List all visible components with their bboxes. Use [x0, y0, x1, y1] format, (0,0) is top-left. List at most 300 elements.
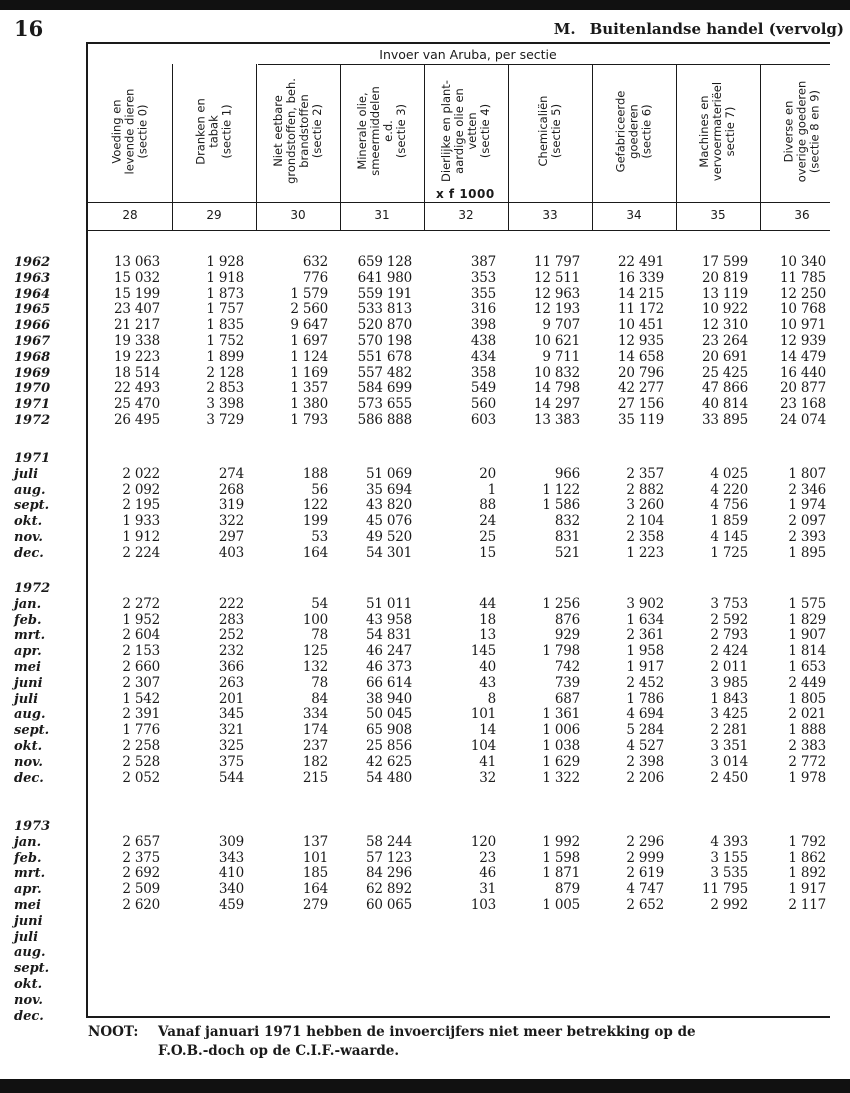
column-header-text: Niet eetbare grondstoffen, beh. brandstoffen (sectie 2) — [271, 78, 325, 184]
table-cell: 1 005 — [542, 897, 580, 913]
table-cell: 120 — [470, 833, 496, 850]
table-cell: 11 797 — [533, 254, 580, 270]
table-cell: 2 882 — [626, 481, 664, 498]
row-label: okt. — [14, 514, 43, 530]
row-label: 1968 — [14, 349, 51, 365]
table-cell: 122 — [302, 497, 328, 514]
row-label: 1964 — [14, 286, 51, 302]
table-cell: 573 655 — [357, 396, 412, 413]
table-cell: 10 340 — [779, 254, 826, 270]
table-cell: 10 971 — [779, 317, 826, 334]
table-cell: 1 792 — [788, 833, 826, 850]
table-cell: 584 699 — [357, 380, 412, 397]
table-cell: 1 634 — [626, 611, 664, 628]
table-cell: 164 — [302, 881, 328, 898]
table-cell: 1 038 — [542, 738, 580, 754]
column-header-text: Chemicaliën (sectie 5) — [536, 95, 563, 167]
table-cell: 21 217 — [113, 317, 160, 334]
table-cell: 687 — [554, 690, 580, 707]
table-cell: 24 — [479, 513, 496, 530]
table-cell: 1 843 — [710, 690, 748, 707]
table-cell: 3 753 — [710, 595, 748, 612]
table-cell: 1 895 — [788, 544, 826, 561]
table-cell: 2 592 — [710, 611, 748, 628]
table-cell: 51 069 — [365, 465, 412, 482]
table-cell: 32 — [479, 769, 496, 786]
table-cell: 25 425 — [701, 364, 748, 381]
table-cell: 2 383 — [788, 738, 826, 754]
table-cell: 2 011 — [710, 659, 748, 675]
table-cell: 776 — [302, 269, 328, 286]
row-label: 1962 — [14, 255, 51, 270]
row-label: juli — [14, 466, 39, 482]
table-cell: 1 917 — [626, 659, 664, 675]
table-cell: 2 357 — [626, 465, 664, 482]
table-cell: 252 — [218, 627, 244, 644]
table-cell: 309 — [218, 833, 244, 850]
table-cell: 132 — [302, 659, 328, 675]
column-number: 35 — [710, 208, 726, 222]
table-cell: 2 195 — [122, 497, 160, 514]
table-cell: 521 — [554, 544, 580, 561]
table-cell: 237 — [302, 738, 328, 754]
table-cell: 1 776 — [122, 722, 160, 739]
table-cell: 3 425 — [710, 706, 748, 723]
group-heading: 1972 — [14, 581, 51, 596]
table-cell: 325 — [218, 738, 244, 754]
table-cell: 2 393 — [788, 529, 826, 545]
table-cell: 51 011 — [365, 595, 412, 612]
table-cell: 10 832 — [533, 364, 580, 381]
section-title: Buitenlandse handel (vervolg) — [589, 20, 844, 38]
table-cell: 2 097 — [788, 513, 826, 530]
table-cell: 41 — [479, 753, 496, 770]
page-number: 16 — [14, 16, 44, 41]
unit-label: x f 1000 — [436, 187, 495, 201]
table-cell: 1 653 — [788, 659, 826, 675]
table-cell: 459 — [218, 897, 244, 913]
table-cell: 2 104 — [626, 513, 664, 530]
table-cell: 1 862 — [788, 849, 826, 866]
table-cell: 13 383 — [533, 412, 580, 428]
table-cell: 44 — [479, 595, 496, 612]
table-cell: 434 — [470, 348, 496, 365]
table-cell: 279 — [302, 897, 328, 913]
table-cell: 1 798 — [542, 643, 580, 660]
row-label: dec. — [14, 545, 44, 561]
table-cell: 832 — [554, 513, 580, 530]
table-cell: 831 — [554, 529, 580, 545]
table-bottom-rule — [86, 1016, 830, 1018]
table-cell: 345 — [218, 706, 244, 723]
table-cell: 1 888 — [788, 722, 826, 739]
column-header — [760, 62, 844, 200]
table-cell: 26 495 — [113, 412, 160, 428]
column-number: 34 — [626, 208, 642, 222]
table-cell: 1 814 — [788, 643, 826, 660]
table-cell: 1 357 — [290, 380, 328, 397]
table-cell: 557 482 — [357, 364, 412, 381]
table-cell: 10 451 — [617, 317, 664, 334]
table-cell: 46 373 — [365, 659, 412, 675]
row-label: mrt. — [14, 866, 46, 882]
table-cell: 659 128 — [357, 254, 412, 270]
row-label: nov. — [14, 530, 43, 545]
row-label: dec. — [14, 770, 44, 786]
table-cell: 1 912 — [122, 529, 160, 545]
table-cell: 1 992 — [542, 833, 580, 850]
table-cell: 321 — [218, 722, 244, 739]
table-cell: 1 807 — [788, 465, 826, 482]
column-header-text: Gefabriceerde goederen (sectie 6) — [613, 90, 654, 172]
row-label: apr. — [14, 882, 42, 898]
row-label: 1969 — [14, 365, 51, 381]
table-cell: 13 — [479, 627, 496, 644]
table-cell: 2 398 — [626, 753, 664, 770]
table-cell: 533 813 — [357, 301, 412, 318]
table-cell: 43 820 — [365, 497, 412, 514]
table-cell: 23 264 — [701, 333, 748, 349]
row-label: apr. — [14, 644, 42, 660]
column-number: 33 — [542, 208, 558, 222]
table-cell: 19 338 — [113, 333, 160, 349]
table-cell: 1 124 — [290, 348, 328, 365]
table-cell: 1 835 — [206, 317, 244, 334]
table-cell: 8 — [487, 690, 496, 707]
table-cell: 1 907 — [788, 627, 826, 644]
table-cell: 1 918 — [206, 269, 244, 286]
table-cell: 65 908 — [365, 722, 412, 739]
table-cell: 2 022 — [122, 465, 160, 482]
column-header — [676, 62, 760, 200]
table-cell: 19 223 — [113, 348, 160, 365]
table-cell: 12 193 — [533, 301, 580, 318]
table-cell: 12 963 — [533, 285, 580, 302]
table-cell: 319 — [218, 497, 244, 514]
table-cell: 84 296 — [365, 865, 412, 882]
table-cell: 101 — [470, 706, 496, 723]
row-label: juni — [14, 675, 43, 691]
column-header-text: Diverse en overige goederen (sectie 8 en 9) — [781, 80, 822, 182]
table-cell: 57 123 — [365, 849, 412, 866]
table-cell: 1 958 — [626, 643, 664, 660]
table-cell: 14 479 — [779, 348, 826, 365]
table-cell: 1 829 — [788, 611, 826, 628]
row-label: sept. — [14, 498, 50, 514]
table-cell: 322 — [218, 513, 244, 530]
table-cell: 2 509 — [122, 881, 160, 898]
group-heading: 1973 — [14, 819, 51, 834]
table-cell: 1 793 — [290, 412, 328, 428]
colnum-rule — [86, 230, 830, 231]
footnote — [88, 1023, 696, 1061]
table-cell: 43 958 — [365, 611, 412, 628]
column-header-text: Dranken en tabak (sectie 1) — [193, 97, 234, 165]
row-label: sept. — [14, 723, 50, 739]
table-cell: 125 — [302, 643, 328, 660]
table-cell: 4 145 — [710, 529, 748, 545]
table-cell: 23 — [479, 849, 496, 866]
table-cell: 54 831 — [365, 627, 412, 644]
table-cell: 103 — [470, 897, 496, 913]
table-cell: 268 — [218, 481, 244, 498]
table-cell: 1 725 — [710, 544, 748, 561]
column-header-text: Machines en vervoermateriëel sectie 7) — [697, 81, 738, 181]
table-cell: 9 711 — [542, 348, 580, 365]
row-label: nov. — [14, 754, 43, 770]
table-cell: 12 310 — [701, 317, 748, 334]
table-cell: 4 220 — [710, 481, 748, 498]
table-cell: 54 480 — [365, 769, 412, 786]
table-cell: 62 892 — [365, 881, 412, 898]
table-cell: 297 — [218, 529, 244, 545]
table-cell: 1 757 — [206, 301, 244, 318]
table-cell: 1 933 — [122, 513, 160, 530]
table-cell: 1 859 — [710, 513, 748, 530]
table-caption: Invoer van Aruba, per sectie — [379, 47, 557, 62]
row-label: jan. — [14, 834, 42, 850]
table-cell: 739 — [554, 674, 580, 691]
table-cell: 340 — [218, 881, 244, 898]
table-cell: 559 191 — [357, 285, 412, 302]
group-heading: 1971 — [14, 451, 51, 466]
table-cell: 17 599 — [701, 254, 748, 270]
table-cell: 15 — [479, 544, 496, 561]
row-label: feb. — [14, 850, 42, 866]
scan-edge-bottom — [0, 1079, 850, 1093]
row-label: juni — [14, 913, 43, 929]
table-cell: 2 424 — [710, 643, 748, 660]
table-cell: 11 785 — [779, 269, 826, 286]
table-cell: 27 156 — [617, 396, 664, 413]
row-label: 1966 — [14, 318, 51, 334]
table-cell: 1 586 — [542, 497, 580, 514]
table-cell: 1 223 — [626, 544, 664, 561]
table-cell: 4 393 — [710, 833, 748, 850]
column-header — [508, 62, 592, 200]
table-cell: 1 871 — [542, 865, 580, 882]
table-cell: 11 795 — [701, 881, 748, 898]
table-cell: 3 398 — [206, 396, 244, 413]
row-label: aug. — [14, 945, 46, 961]
row-label: aug. — [14, 707, 46, 723]
table-cell: 274 — [218, 465, 244, 482]
footnote-line-1: Vanaf januari 1971 hebben de invoercijfers niet meer betrekking op de — [158, 1024, 696, 1040]
row-label: nov. — [14, 992, 43, 1008]
table-top-rule — [86, 42, 830, 44]
table-cell: 1 579 — [290, 285, 328, 302]
table-cell: 164 — [302, 544, 328, 561]
table-cell: 966 — [554, 465, 580, 482]
table-cell: 56 — [311, 481, 328, 498]
table-cell: 263 — [218, 674, 244, 691]
footnote-label: NOOT: — [88, 1024, 139, 1040]
table-cell: 3 014 — [710, 753, 748, 770]
table-cell: 23 168 — [779, 396, 826, 413]
table-cell: 2 117 — [788, 897, 826, 913]
table-cell: 9 647 — [290, 317, 328, 334]
table-cell: 2 657 — [122, 833, 160, 850]
row-label: okt. — [14, 739, 43, 754]
table-cell: 1 169 — [290, 364, 328, 381]
table-cell: 14 297 — [533, 396, 580, 413]
column-number: 30 — [290, 208, 306, 222]
table-cell: 398 — [470, 317, 496, 334]
table-cell: 1 786 — [626, 690, 664, 707]
table-cell: 632 — [302, 254, 328, 270]
table-cell: 358 — [470, 364, 496, 381]
row-label: sept. — [14, 961, 50, 977]
table-cell: 20 819 — [701, 269, 748, 286]
table-cell: 1 805 — [788, 690, 826, 707]
table-cell: 2 021 — [788, 706, 826, 723]
table-cell: 14 215 — [617, 285, 664, 302]
column-number: 36 — [794, 208, 810, 222]
table-cell: 40 — [479, 659, 496, 675]
table-cell: 3 902 — [626, 595, 664, 612]
table-cell: 2 361 — [626, 627, 664, 644]
table-cell: 23 407 — [113, 301, 160, 318]
table-cell: 876 — [554, 611, 580, 628]
table-cell: 60 065 — [365, 897, 412, 913]
table-cell: 2 128 — [206, 364, 244, 381]
row-label: feb. — [14, 612, 42, 628]
row-label: jan. — [14, 596, 42, 612]
table-cell: 201 — [218, 690, 244, 707]
table-cell: 13 063 — [113, 254, 160, 270]
table-cell: 2 153 — [122, 643, 160, 660]
table-cell: 18 — [479, 611, 496, 628]
table-cell: 9 707 — [542, 317, 580, 334]
table-cell: 1 697 — [290, 333, 328, 349]
table-cell: 25 — [479, 529, 496, 545]
column-header — [424, 62, 508, 200]
table-cell: 182 — [302, 753, 328, 770]
table-cell: 929 — [554, 627, 580, 644]
table-cell: 1 361 — [542, 706, 580, 723]
row-label: 1963 — [14, 270, 51, 286]
table-cell: 22 491 — [617, 254, 664, 270]
table-cell: 3 535 — [710, 865, 748, 882]
table-cell: 2 092 — [122, 481, 160, 498]
table-cell: 20 691 — [701, 348, 748, 365]
table-cell: 1 — [487, 481, 496, 498]
table-cell: 3 155 — [710, 849, 748, 866]
table-cell: 2 224 — [122, 544, 160, 561]
table-cell: 1 928 — [206, 254, 244, 270]
section-letter: M. — [553, 20, 576, 38]
table-cell: 2 652 — [626, 897, 664, 913]
row-label: 1965 — [14, 302, 51, 318]
table-cell: 2 528 — [122, 753, 160, 770]
scan-edge-top — [0, 0, 850, 10]
table-cell: 1 575 — [788, 595, 826, 612]
table-cell: 520 870 — [357, 317, 412, 334]
header-rule — [86, 202, 830, 203]
table-cell: 2 992 — [710, 897, 748, 913]
row-label: mei — [14, 898, 41, 913]
table-cell: 100 — [302, 611, 328, 628]
table-cell: 551 678 — [357, 348, 412, 365]
table-cell: 42 625 — [365, 753, 412, 770]
table-cell: 10 768 — [779, 301, 826, 318]
table-cell: 24 074 — [779, 412, 826, 428]
table-cell: 10 922 — [701, 301, 748, 318]
table-cell: 2 452 — [626, 674, 664, 691]
table-cell: 2 346 — [788, 481, 826, 498]
row-label: 1971 — [14, 397, 51, 413]
row-label: mei — [14, 660, 41, 675]
table-cell: 20 — [479, 465, 496, 482]
table-cell: 35 119 — [617, 412, 664, 428]
table-cell: 1 542 — [122, 690, 160, 707]
table-cell: 15 032 — [113, 269, 160, 286]
table-cell: 544 — [218, 769, 244, 786]
table-cell: 4 527 — [626, 738, 664, 754]
table-cell: 54 301 — [365, 544, 412, 561]
table-cell: 1 380 — [290, 396, 328, 413]
table-cell: 2 307 — [122, 674, 160, 691]
table-cell: 46 — [479, 865, 496, 882]
table-cell: 84 — [311, 690, 328, 707]
table-cell: 16 339 — [617, 269, 664, 286]
running-title — [554, 20, 844, 38]
table-cell: 38 940 — [365, 690, 412, 707]
table-cell: 66 614 — [365, 674, 412, 691]
table-cell: 10 621 — [533, 333, 580, 349]
table-cell: 16 440 — [779, 364, 826, 381]
table-cell: 343 — [218, 849, 244, 866]
table-cell: 2 358 — [626, 529, 664, 545]
column-number: 32 — [458, 208, 474, 222]
table-cell: 3 351 — [710, 738, 748, 754]
table-cell: 12 250 — [779, 285, 826, 302]
table-cell: 316 — [470, 301, 496, 318]
column-header — [88, 62, 172, 200]
table-cell: 334 — [302, 706, 328, 723]
table-cell: 35 694 — [365, 481, 412, 498]
table-cell: 438 — [470, 333, 496, 349]
table-cell: 58 244 — [365, 833, 412, 850]
table-cell: 641 980 — [357, 269, 412, 286]
table-cell: 2 620 — [122, 897, 160, 913]
table-cell: 1 978 — [788, 769, 826, 786]
table-cell: 353 — [470, 269, 496, 286]
table-cell: 1 256 — [542, 595, 580, 612]
table-cell: 1 892 — [788, 865, 826, 882]
table-cell: 145 — [470, 643, 496, 660]
table-cell: 5 284 — [626, 722, 664, 739]
table-cell: 3 260 — [626, 497, 664, 514]
table-cell: 570 198 — [357, 333, 412, 349]
table-cell: 2 692 — [122, 865, 160, 882]
table-cell: 11 172 — [617, 301, 664, 318]
table-cell: 2 052 — [122, 769, 160, 786]
table-cell: 2 619 — [626, 865, 664, 882]
table-cell: 2 853 — [206, 380, 244, 397]
row-label: juli — [14, 691, 39, 707]
table-cell: 1 952 — [122, 611, 160, 628]
table-cell: 1 122 — [542, 481, 580, 498]
table-cell: 54 — [311, 595, 328, 612]
row-label: dec. — [14, 1008, 44, 1024]
table-cell: 13 119 — [701, 285, 748, 302]
table-cell: 2 375 — [122, 849, 160, 866]
table-cell: 47 866 — [701, 380, 748, 397]
table-cell: 2 772 — [788, 753, 826, 770]
table-cell: 387 — [470, 254, 496, 270]
table-cell: 2 999 — [626, 849, 664, 866]
